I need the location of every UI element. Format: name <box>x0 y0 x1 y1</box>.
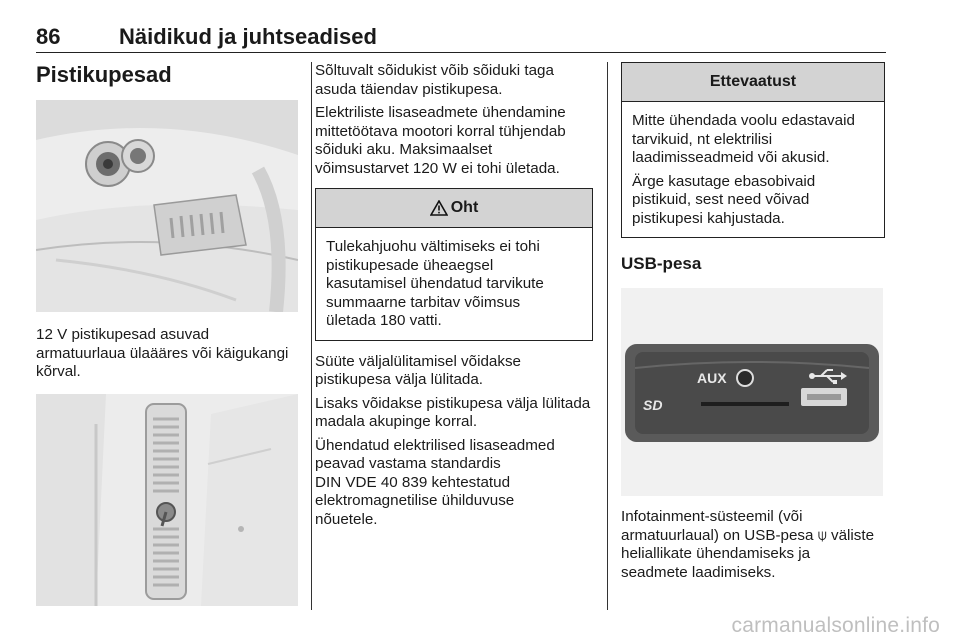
usb-text: Infotainment-süsteemil (või armatuurlaual) on USB-pesa ⍦ väliste heliallikate ühendamiseks ja seadmete laadimiseks. <box>621 508 875 581</box>
watermark: carmanualsonline.info <box>731 614 940 637</box>
dashboard-outlet-illustration <box>36 100 298 312</box>
column-1 <box>36 62 298 606</box>
page-number: 86 <box>36 24 61 49</box>
warning-text: Tulekahjuohu vältimiseks ei tohi pistikupesade üheaegsel kasutamisel ühendatud tarvikute summaarne tarbitav võimsus ületada 180 vatti. <box>326 238 544 329</box>
outlet-caption: 12 V pistikupesad asuvad armatuurlaua ülaääres või käigukangi kõrval. <box>36 326 289 380</box>
caution-body <box>622 102 884 237</box>
aux-label: AUX <box>697 370 727 386</box>
page-header <box>36 18 886 53</box>
warning-header <box>316 189 592 228</box>
column-divider-1 <box>311 62 312 610</box>
warning-body <box>316 228 592 340</box>
usb-panel-illustration <box>621 288 883 496</box>
gear-lever-outlet-illustration <box>36 394 298 606</box>
caution-header <box>622 63 884 102</box>
paragraph-rear-outlet: Sõltuvalt sõidukist võib sõiduki taga asuda täiendav pistikupesa. <box>315 62 554 98</box>
sd-icon: SD <box>643 397 663 413</box>
section-title: Pistikupesad <box>36 62 172 87</box>
paragraph-battery-drain: Elektriliste lisaseadmete ühendamine mittetöötava mootori korral tühjendab sõiduki aku. Maksimaalset võimsustarvet 120 W ei tohi ületada. <box>315 104 566 177</box>
paragraph-low-battery: Lisaks võidakse pistikupesa välja lülitada madala akupinge korral. <box>315 394 591 430</box>
usb-section-title: USB-pesa <box>621 254 702 273</box>
caution-box <box>621 62 885 238</box>
usb-panel-drawing <box>621 288 883 496</box>
caution-title: Ettevaatust <box>709 73 797 90</box>
warning-triangle-icon <box>430 200 448 216</box>
dashboard-outlet-drawing <box>36 100 298 312</box>
chapter-title: Näidikud ja juhtseadised <box>119 24 377 49</box>
sd-card-slot[interactable] <box>701 402 789 406</box>
paragraph-ignition-off: Süüte väljalülitamisel võidakse pistikupesa välja lülitada. <box>315 352 521 388</box>
column-2 <box>315 62 593 534</box>
caution-text-2: Ärge kasutage ebasobivaid pistikuid, sest need võivad pistikupesi kahjustada. <box>632 172 816 227</box>
post-warning-text <box>315 353 593 530</box>
warning-title: Oht <box>450 199 479 216</box>
gear-lever-outlet-drawing <box>36 394 298 606</box>
warning-box <box>315 188 593 341</box>
column-divider-2 <box>607 62 608 610</box>
column-3 <box>621 62 886 587</box>
paragraph-standard: Ühendatud elektrilised lisaseadmed peavad vastama standardis DIN VDE 40 839 kehtestatud elektromagnetilise ühilduvuse nõuetele. <box>315 436 555 528</box>
aux-jack[interactable] <box>737 370 753 386</box>
caution-text-1: Mitte ühendada voolu edastavaid tarvikuid, nt elektrilisi laadimisseadmeid või akusid. <box>632 112 855 166</box>
